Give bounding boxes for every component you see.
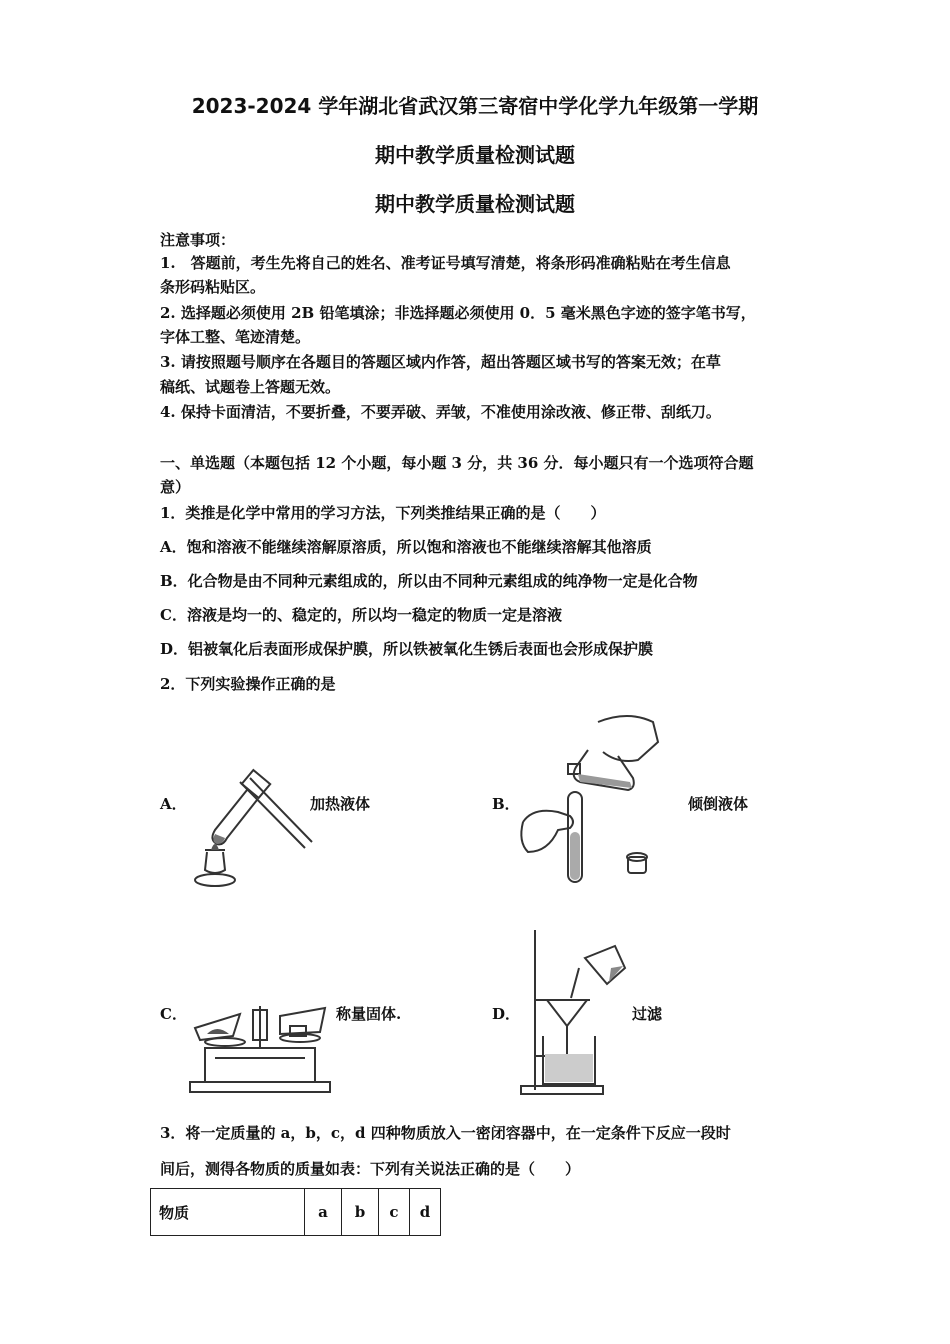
q1-stem: 1．类推是化学中常用的学习方法，下列类推结果正确的是（ ） [160,504,606,522]
q2-b-letter: B． [492,795,520,813]
notice-item-2b: 字体工整、笔迹清楚。 [160,328,311,346]
q2-c-letter: C． [160,1005,187,1023]
q2-a-letter: A． [160,795,187,813]
q2-a-caption: 加热液体 [310,795,371,813]
filtration-figure [515,928,635,1096]
table-header-d: d [410,1189,441,1236]
notice-item-2a: 2. 选择题必须使用 2B 铅笔填涂；非选择题必须使用 0．5 毫米黑色字迹的签字笔书写， [160,304,756,322]
q2-b-caption: 倾倒液体 [688,795,749,813]
notice-item-3a: 3. 请按照题号顺序在各题目的答题区域内作答，超出答题区域书写的答案无效；在草 [160,353,721,371]
q2-stem: 2．下列实验操作正确的是 [160,675,336,693]
q3-stem-a: 3．将一定质量的 a，b，c，d 四种物质放入一密闭容器中，在一定条件下反应一段时 [160,1124,731,1142]
q1-option-b: B．化合物是由不同种元素组成的，所以由不同种元素组成的纯净物一定是化合物 [160,572,698,590]
notice-heading: 注意事项： [160,231,236,249]
q1-option-a: A．饱和溶液不能继续溶解原溶质，所以饱和溶液也不能继续溶解其他溶质 [160,538,652,556]
q3-mass-table [150,1188,441,1236]
heating-liquid-figure [185,770,315,890]
pouring-liquid-figure [518,712,668,892]
paper-title-line-1: 2023-2024 学年湖北省武汉第三寄宿中学化学九年级第一学期 [191,94,759,118]
q2-c-caption: 称量固体. [336,1005,402,1023]
q2-d-letter: D． [492,1005,521,1023]
q2-d-caption: 过滤 [632,1005,663,1023]
table-header-b: b [342,1189,379,1236]
notice-item-1b: 条形码粘贴区。 [160,278,266,296]
section-heading-b: 意） [160,478,191,496]
paper-title-line-2: 期中教学质量检测试题 [375,143,575,167]
notice-item-3b: 稿纸、试题卷上答题无效。 [160,378,341,396]
q1-option-d: D．铝被氧化后表面形成保护膜，所以铁被氧化生锈后表面也会形成保护膜 [160,640,654,658]
table-row [151,1189,441,1236]
paper-title-line-3: 期中教学质量检测试题 [375,192,575,216]
q1-option-c: C．溶液是均一的、稳定的，所以均一稳定的物质一定是溶液 [160,606,562,624]
q3-stem-b: 间后，测得各物质的质量如表：下列有关说法正确的是（ ） [160,1160,581,1178]
table-header-c: c [379,1189,410,1236]
section-heading-a: 一、单选题（本题包括 12 个小题，每小题 3 分，共 36 分．每小题只有一个选项符合题 [160,454,754,472]
table-header-a: a [305,1189,342,1236]
table-header-substance: 物质 [151,1189,305,1236]
weighing-solid-figure [185,996,335,1094]
notice-item-4: 4. 保持卡面清洁，不要折叠，不要弄破、弄皱，不准使用涂改液、修正带、刮纸刀。 [160,403,721,421]
notice-item-1a: 1. 答题前，考生先将自己的姓名、准考证号填写清楚，将条形码准确粘贴在考生信息 [160,254,731,272]
